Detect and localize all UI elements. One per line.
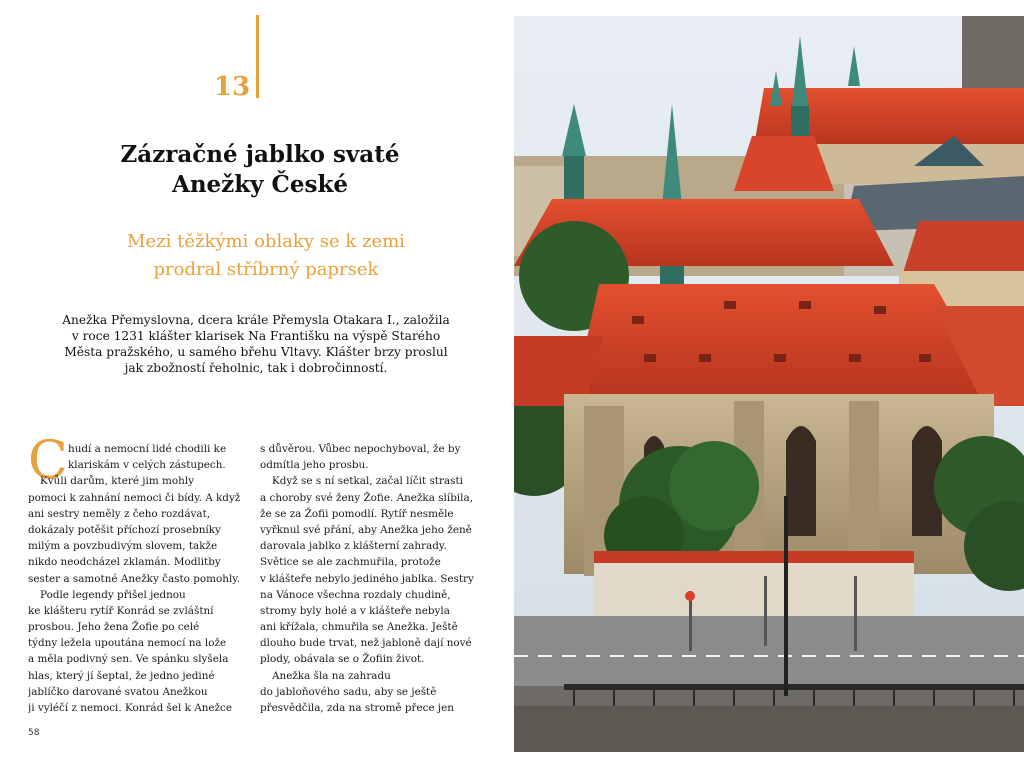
- body-line: týdny ležela upoutána nemocí na lože: [28, 637, 227, 650]
- body-line: Kvůli darům, které jim mohly: [40, 475, 194, 488]
- chapter-subtitle-line-1: Mezi těžkými oblaky se k zemi: [127, 231, 405, 252]
- roof-main: [574, 284, 999, 396]
- intro-line: v roce 1231 klášter klarisek Na Františku na výspě Starého: [71, 329, 441, 343]
- body-line: ani křížala, chmuřila se Anežka. Ještě: [260, 621, 458, 634]
- body-line: darovala jablko z klášterní zahrady.: [260, 540, 447, 553]
- body-line: jablíčko darované svatou Anežkou: [28, 685, 208, 698]
- chapter-title: [40, 140, 480, 200]
- body-column-right: [260, 441, 476, 716]
- body-line: ke klášteru rytíř Konrád se zvláštní: [28, 604, 214, 617]
- intro-line: Města pražského, u samého břehu Vltavy. Klášter brzy proslul: [64, 345, 448, 359]
- body-column-left: [28, 441, 250, 716]
- body-line: do jabloňového sadu, aby se ještě: [260, 685, 437, 698]
- intro-line: Anežka Přemyslovna, dcera krále Přemysla Otakara I., založila: [62, 313, 450, 327]
- intro-paragraph: [38, 312, 474, 376]
- body-line: na Vánoce všechna rozdaly chudině,: [260, 588, 451, 601]
- body-line: ani sestry neměly z čeho rozdávat,: [28, 507, 211, 520]
- body-line: ji vyléčí z nemoci. Konrád šel k Anežce: [28, 702, 233, 714]
- body-line: plody, obávala se o Žofiin život.: [260, 653, 425, 666]
- body-line: přesvědčila, zda na stromě přece jen: [260, 702, 454, 714]
- chapter-title-line-2: Anežky České: [171, 171, 349, 198]
- monastery-illustration: [514, 16, 1024, 752]
- chapter-title-line-1: Zázračné jablko svaté: [120, 141, 400, 168]
- chapter-number: 13: [213, 72, 251, 102]
- body-line: dlouho bude trvat, než jabloně dají nové: [260, 637, 472, 650]
- body-line: dokázaly potěšit příchozí prosebníky: [28, 523, 221, 536]
- body-line: Světice se ale zachmuřila, protože: [260, 556, 441, 569]
- body-line: odmítla jeho prosbu.: [260, 459, 369, 472]
- body-line: s důvěrou. Vůbec nepochyboval, že by: [260, 443, 461, 455]
- chapter-subtitle: [40, 228, 492, 284]
- drop-cap: C: [28, 431, 68, 491]
- body-line: že se za Žofii pomodlí. Rytíř nesměle: [260, 507, 454, 520]
- body-line: nikdo neodcházel zklamán. Modlitby: [28, 556, 221, 569]
- body-line: Podle legendy přišel jednou: [40, 588, 186, 601]
- body-line: vyřknul své přání, aby Anežka jeho ženě: [260, 523, 472, 536]
- body-line: a měla podivný sen. Ve spánku slyšela: [28, 653, 229, 666]
- body-line: hudí a nemocní lidé chodili ke: [68, 443, 227, 455]
- page-number: 58: [28, 728, 40, 738]
- body-line: stromy byly holé a v klášteře nebyla: [260, 604, 450, 617]
- body-line: sester a samotné Anežky často pomohly.: [28, 572, 241, 585]
- body-line: hlas, který jí šeptal, že jedno jediné: [28, 669, 215, 682]
- body-line: prosbou. Jeho žena Žofie po celé: [28, 621, 200, 634]
- body-line: pomoci k zahnání nemoci či bídy. A když: [28, 491, 241, 504]
- body-line: a choroby své ženy Žofie. Anežka slíbila,: [260, 491, 474, 504]
- chapter-subtitle-line-2: prodral stříbrný paprsek: [153, 259, 379, 280]
- gothic-window: [786, 426, 816, 536]
- body-line: milým a povzbudivým slovem, takže: [28, 540, 218, 553]
- body-line: Když se s ní setkal, začal líčit strasti: [272, 475, 463, 488]
- intro-line: jak zbožností řeholnic, tak i dobročinností.: [124, 361, 388, 375]
- monastery-photo: [514, 16, 1024, 752]
- body-line: klariskám v celých zástupech.: [68, 459, 226, 472]
- body-line: v klášteře nebylo jediného jablka. Sestry: [260, 572, 474, 585]
- body-line: Anežka šla na zahradu: [272, 669, 391, 682]
